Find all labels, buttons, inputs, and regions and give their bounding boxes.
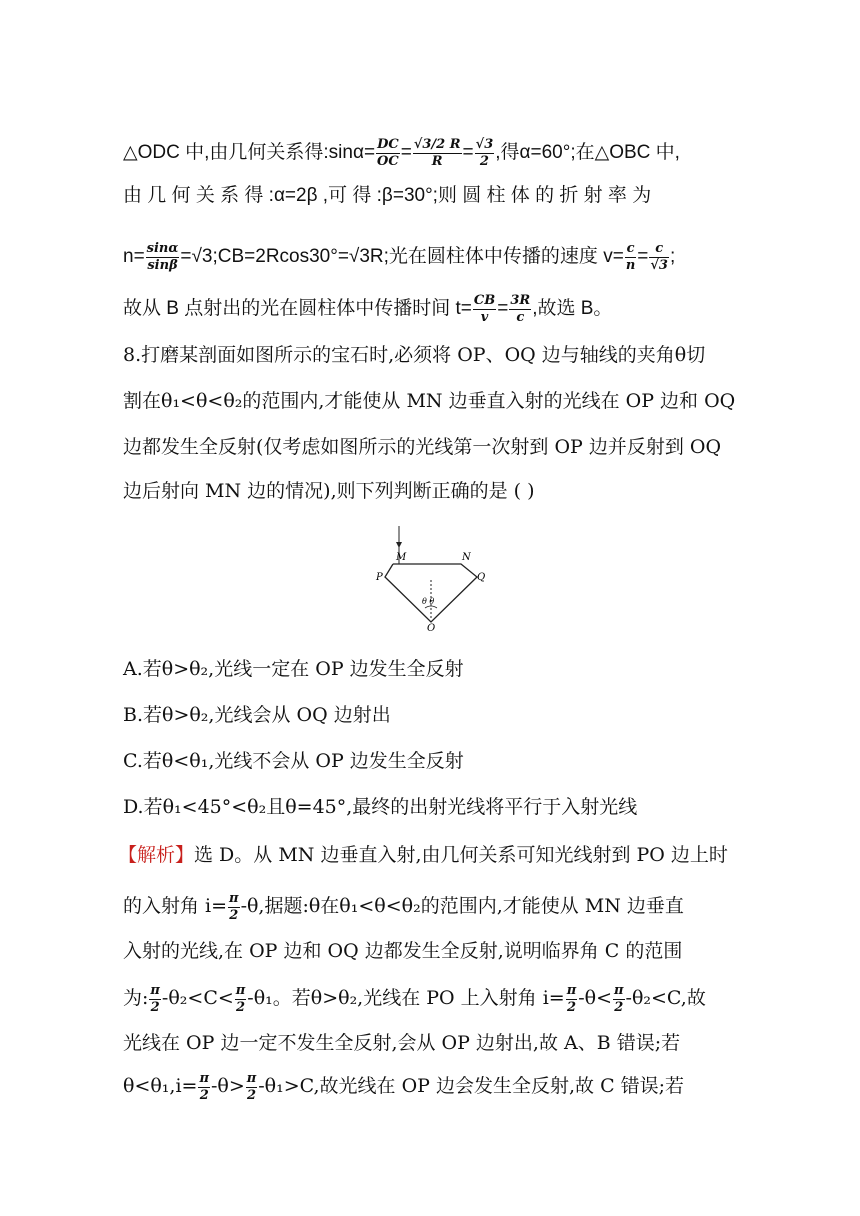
label-theta: θ θ — [422, 597, 435, 606]
label-m: M — [396, 552, 407, 563]
angle-arc — [425, 606, 437, 608]
fraction-pi-2 — [198, 1072, 210, 1102]
label-q: Q — [477, 572, 486, 583]
text: -θ₁>C,故光线在 OP 边会发生全反射,故 C 错误;若 — [258, 1075, 685, 1098]
denominator: 2 — [246, 1087, 257, 1103]
text: ,得α=60°;在△OBC 中, — [495, 142, 680, 164]
numerator: √3/2 R — [413, 137, 461, 152]
text: △ODC 中,由几何关系得:sinα= — [123, 142, 376, 164]
fraction-pi-2 — [566, 984, 578, 1014]
option-d: D.若θ₁<45°<θ₂且θ=45°,最终的出射光线将平行于入射光线 — [123, 796, 638, 818]
analysis-line-5: 光线在 OP 边一定不发生全反射,会从 OP 边射出,故 A、B 错误;若 — [123, 1032, 681, 1054]
text: -θ> — [210, 1075, 245, 1098]
denominator: 2 — [229, 907, 239, 923]
numerator: π — [150, 983, 160, 998]
denominator: √3 — [650, 257, 668, 273]
ray-arrow-icon — [396, 542, 402, 548]
fraction-3r-c — [509, 294, 531, 324]
numerator: c — [626, 241, 635, 256]
numerator: π — [235, 983, 246, 998]
denominator: 2 — [236, 999, 246, 1015]
question-8-line-2: 割在θ₁<θ<θ₂的范围内,才能使从 MN 边垂直入射的光线在 OP 边和 OQ — [123, 390, 736, 412]
numerator: sinα — [146, 241, 179, 256]
fraction-pi-2 — [246, 1072, 258, 1102]
numerator: CB — [473, 293, 496, 308]
text: θ<θ₁,i= — [123, 1075, 198, 1098]
fraction-c-n — [625, 242, 636, 272]
fraction-sin — [146, 242, 180, 272]
text: 的入射角 i= — [123, 895, 228, 918]
solution-line-2: 由 几 何 关 系 得 :α=2β ,可 得 :β=30°;则 圆 柱 体 的 折 射 率 为 — [123, 185, 652, 206]
fraction-pi-2 — [228, 892, 240, 922]
equals: = — [400, 142, 412, 164]
denominator: sinβ — [147, 257, 178, 273]
text: ; — [669, 246, 676, 268]
equals: = — [462, 142, 474, 164]
denominator: 2 — [479, 153, 489, 169]
gem-cross-section-figure — [370, 520, 500, 632]
analysis-line-1 — [118, 846, 728, 865]
text: -θ₂<C< — [161, 987, 234, 1010]
fraction-cb-v — [473, 294, 496, 324]
numerator: π — [246, 1071, 257, 1086]
fraction-pi-2 — [149, 984, 161, 1014]
text: n= — [123, 246, 145, 268]
analysis-line-4 — [123, 984, 706, 1014]
denominator: 2 — [150, 999, 160, 1015]
label-o: O — [427, 623, 436, 632]
numerator: DC — [377, 137, 399, 152]
denominator: n — [625, 257, 636, 273]
denominator: c — [516, 309, 525, 325]
text: 选 D。从 MN 边垂直入射,由几何关系可知光线射到 PO 边上时 — [194, 844, 728, 866]
denominator: OC — [377, 153, 399, 169]
solution-line-3: n= $\frac{\sin\alpha}{\sin\beta}$ =√3;CB=2Rcos30°=√3R;光在圆柱体中传播的速度 v= $\frac{c}{n}$ = $\frac{c}{√3}$ ; — [123, 241, 676, 273]
text: -θ₁。若θ>θ₂,光线在 PO 上入射角 i= — [247, 987, 565, 1010]
denominator: 2 — [566, 999, 576, 1015]
fraction-c-sqrt3 — [649, 242, 669, 272]
analysis-line-3: 入射的光线,在 OP 边和 OQ 边都发生全反射,说明临界角 C 的范围 — [123, 940, 683, 962]
fraction-sqrt3-2 — [475, 138, 495, 168]
numerator: √3 — [475, 137, 494, 152]
question-8-line-1: 8.打磨某剖面如图所示的宝石时,必须将 OP、OQ 边与轴线的夹角θ切 — [123, 344, 706, 366]
option-c: C.若θ<θ₁,光线不会从 OP 边发生全反射 — [123, 750, 464, 772]
text: 为: — [123, 987, 149, 1010]
question-8-line-4: 边后射向 MN 边的情况),则下列判断正确的是 ( ) — [123, 480, 535, 502]
option-b: B.若θ>θ₂,光线会从 OQ 边射出 — [123, 704, 391, 726]
numerator: π — [566, 983, 577, 998]
numerator: π — [199, 1071, 209, 1086]
denominator: 2 — [199, 1087, 209, 1103]
denominator: 2 — [614, 999, 624, 1015]
label-n: N — [462, 552, 471, 563]
fraction-sqrt3-2R-R — [413, 138, 462, 168]
denominator: v — [480, 309, 489, 325]
fraction-pi-2 — [235, 984, 247, 1014]
text: =√3;CB=2Rcos30°=√3R;光在圆柱体中传播的速度 v= — [180, 246, 624, 268]
solution-line-4: 故从 B 点射出的光在圆柱体中传播时间 t= $\frac{CB}{v}$ = $\frac{3R}{c}$ ,故选 B。 — [123, 293, 613, 325]
numerator: π — [614, 983, 624, 998]
text: -θ,据题:θ在θ₁<θ<θ₂的范围内,才能使从 MN 边垂直 — [240, 895, 684, 918]
label-p: P — [376, 572, 383, 583]
analysis-tag: 【解析】 — [118, 844, 195, 866]
analysis-line-6 — [123, 1072, 684, 1102]
solution-line-1 — [123, 138, 680, 168]
fraction-pi-2 — [613, 984, 625, 1014]
denominator: R — [431, 153, 443, 169]
analysis-line-2 — [123, 892, 684, 922]
numerator: 3R — [510, 293, 531, 308]
text: -θ< — [578, 987, 613, 1010]
numerator: π — [229, 891, 239, 906]
fraction-dc-oc — [376, 138, 400, 168]
numerator: c — [649, 242, 669, 258]
option-a: A.若θ>θ₂,光线一定在 OP 边发生全反射 — [123, 658, 464, 680]
text: 故从 B 点射出的光在圆柱体中传播时间 t= — [123, 298, 472, 320]
text: ,故选 B。 — [532, 298, 613, 320]
question-8-line-3: 边都发生全反射(仅考虑如图所示的光线第一次射到 OP 边并反射到 OQ — [123, 436, 722, 458]
text: -θ₂<C,故 — [625, 987, 706, 1010]
